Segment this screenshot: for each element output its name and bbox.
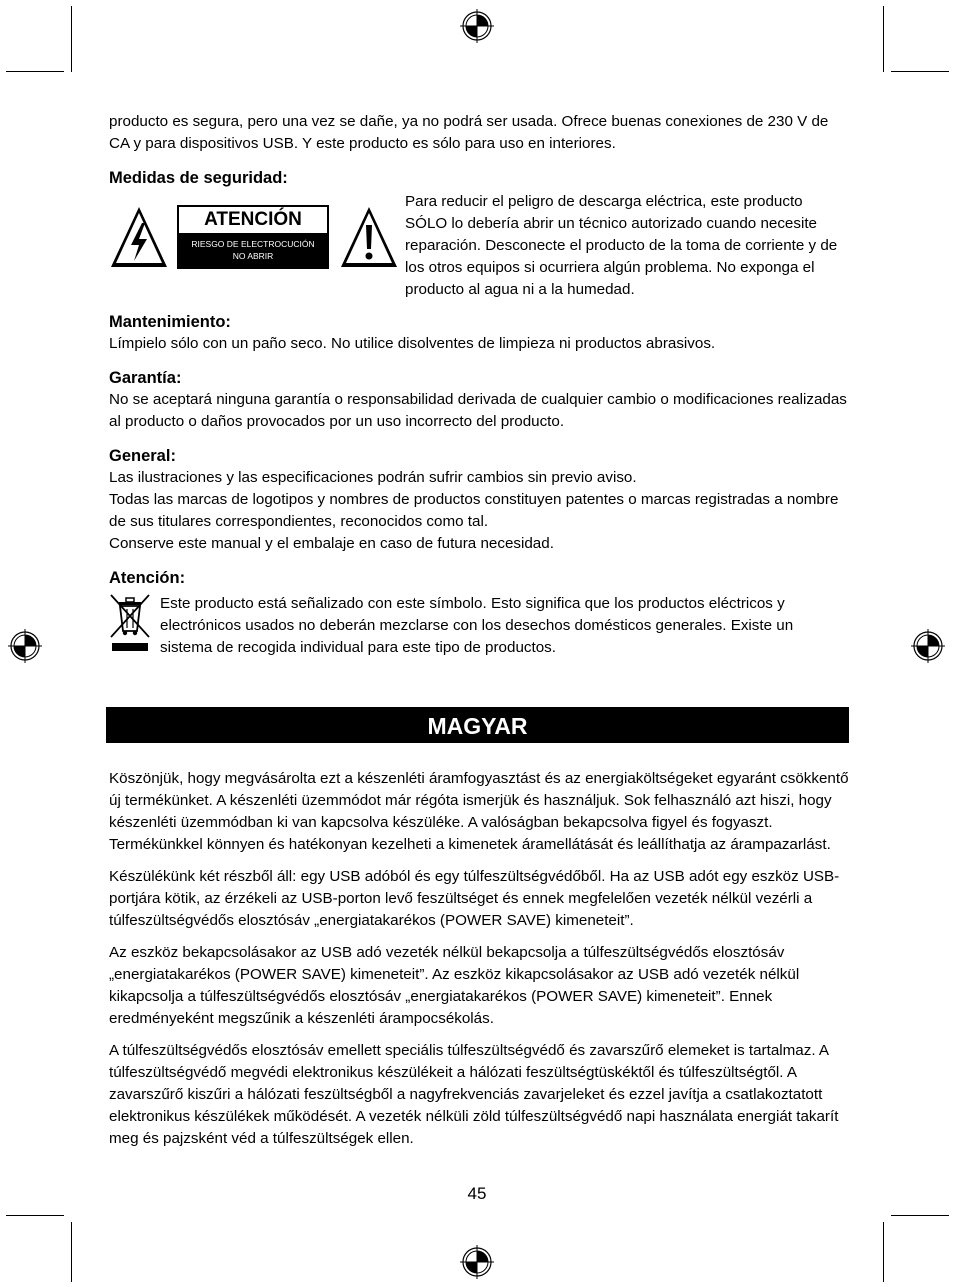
- hungarian-section: [109, 768, 849, 1160]
- registration-mark-icon: [460, 1245, 494, 1279]
- attention-sign-line2: NO ABRIR: [232, 251, 274, 261]
- crop-mark: [891, 1215, 949, 1216]
- attention-block: [109, 593, 849, 660]
- intro-paragraph: producto es segura, pero una vez se dañe, ya no podrá ser usada. Ofrece buenas conexiones de 230 V de CA y para dispositivos USB. Y este producto es sólo para uso en interiores.: [109, 113, 829, 152]
- spanish-section: [109, 111, 849, 660]
- registration-mark-icon: [911, 629, 945, 663]
- attention-sign: [177, 205, 329, 269]
- attention-sign-title: ATENCIÓN: [179, 207, 327, 233]
- safety-heading: Medidas de seguridad:: [109, 169, 288, 187]
- general-text-2: Todas las marcas de logotipos y nombres de productos constituyen patentes o marcas registradas a nombre de sus titulares correspondientes, reconocidos como tal.: [109, 491, 839, 530]
- weee-symbol: [109, 593, 160, 660]
- hungarian-paragraph-1: Köszönjük, hogy megvásárolta ezt a készenléti áramfogyasztást és az energiaköltségeket egyaránt csökkentő új termékünket. A készenléti üzemmódot már régóta ismerjük és használjuk. Sok felhasználó azt hiszi, hogy készenléti üzemmódban ki van kapcsolva készüléke. A valóságban bekapcsolva figyel és fogyaszt. Termékünkkel könnyen és hatékonyan kezelheti a kimenetek áramellátását és leállíthatja az árampazarlást.: [109, 770, 849, 853]
- maintenance-text: Límpielo sólo con un paño seco. No utilice disolventes de limpieza ni productos abrasivos.: [109, 335, 716, 352]
- attention-heading: Atención:: [109, 569, 186, 587]
- safety-text: Para reducir el peligro de descarga eléctrica, este producto SÓLO lo debería abrir un técnico autorizado cuando necesite reparación. Desconecte el producto de la toma de corriente y de los otros equipos si ocurriera algún problema. No exponga el producto al agua ni a la humedad.: [405, 193, 838, 298]
- crop-mark: [6, 71, 64, 72]
- language-banner: MAGYAR: [106, 707, 849, 743]
- warning-signs: [109, 205, 399, 269]
- maintenance-heading: Mantenimiento:: [109, 313, 231, 331]
- crop-mark: [71, 1222, 72, 1282]
- registration-mark-icon: [460, 9, 494, 43]
- attention-sign-line1: RIESGO DE ELECTROCUCIÓN: [191, 239, 315, 249]
- registration-mark-icon: [8, 629, 42, 663]
- general-text-1: Las ilustraciones y las especificaciones podrán sufrir cambios sin previo aviso.: [109, 469, 637, 486]
- warranty-heading: Garantía:: [109, 369, 182, 387]
- hungarian-paragraph-3: Az eszköz bekapcsolásakor az USB adó vezeték nélkül bekapcsolja a túlfeszültségvédős elosztósáv „energiatakarékos (POWER SAVE) kimeneteit”. Az eszköz kikapcsolásakor az USB adó vezeték nélkül kikapcsolja a túlfeszültségvédős elosztósáv „energiatakarékos (POWER SAVE) kimeneteit”. Ennek eredményeként megszűnik a készenléti árampocsékolás.: [109, 944, 800, 1027]
- general-heading: General:: [109, 447, 176, 465]
- general-text-3: Conserve este manual y el embalaje en caso de futura necesidad.: [109, 535, 554, 552]
- hungarian-paragraph-2: Készülékünk két részből áll: egy USB adóból és egy túlfeszültségvédőből. Ha az USB adót egy eszköz USB-portjára kötik, az érzékeli az USB-porton levő feszültséget és ennek megfelelően vezeték nélkül vezérli a túlfeszültségvédős elosztósáv „energiatakarékos (POWER SAVE) kimeneteit”.: [109, 868, 840, 929]
- safety-block: [109, 193, 849, 301]
- crop-mark: [891, 71, 949, 72]
- electric-shock-warning-icon: [109, 205, 169, 269]
- crop-mark: [6, 1215, 64, 1216]
- warranty-text: No se aceptará ninguna garantía o responsabilidad derivada de cualquier cambio o modificaciones realizadas al producto o daños provocados por un uso incorrecto del producto.: [109, 391, 847, 430]
- crop-mark: [883, 6, 884, 72]
- crop-mark: [883, 1222, 884, 1282]
- attention-text: Este producto está señalizado con este símbolo. Esto significa que los productos eléctricos y electrónicos usados no deberán mezclarse con los desechos domésticos generales. Existe un sistema de recogida individual para este tipo de productos.: [160, 595, 794, 656]
- attention-sign-subtitle: [179, 233, 327, 267]
- crop-mark: [71, 6, 72, 72]
- crossed-bin-icon: [109, 593, 151, 655]
- page-number: 45: [467, 1184, 487, 1203]
- exclamation-warning-icon: [339, 205, 399, 269]
- hungarian-paragraph-4: A túlfeszültségvédős elosztósáv emellett speciális túlfeszültségvédő és zavarszűrő elemeket is tartalmaz. A túlfeszültségvédő megvédi elektronikus készülékeit a hálózati feszültségtüskéktől és túlfeszültségtől. A zavarszűrő kiszűri a hálózati feszültségből a nagyfrekvenciás zavarjeleket és ezzel javítja a csatlakoztatott elektronikus készülékek működését. A vezeték nélküli zöld túlfeszültségvédő napi használata energiát takarít meg és pajzsként véd a túlfeszültségek ellen.: [109, 1042, 839, 1147]
